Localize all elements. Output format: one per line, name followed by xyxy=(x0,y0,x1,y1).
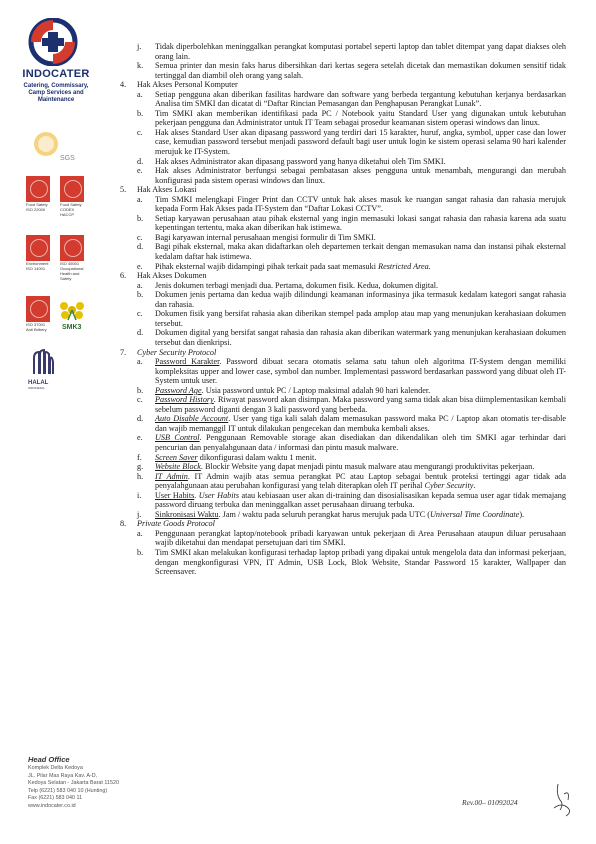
company-name: INDOCATER xyxy=(22,68,90,80)
list-item: b. Password Age. Usia password untuk PC / Laptop maksimal adalah 90 hari kalender. xyxy=(137,385,431,395)
company-tagline: Catering, Commissary, Camp Services and Maintenance xyxy=(23,83,89,103)
company-logo xyxy=(22,18,92,71)
signature-initials xyxy=(548,780,578,820)
list-item: c. Hak akses Standard User akan dipasang password yang terdiri dari 15 karakter, huruf, angka, symbol, upper case dan lower case, kemudian password tersebut menjadi password default bagi user untuk login ke sistem operasi selama 90 hari kalender merujuk ke IT-System. xyxy=(137,127,566,157)
head-office-block: Head Office Komplek Delta Kedoya JL. Pilar Mas Raya Kav. A-D, Kedoya Selatan - Jakarta Barat 11520 Telp (6221) 583 040 10 (Hunting) Fax (6221) 583 040 11 www.indocater.co.id xyxy=(28,755,178,811)
list-item: f. Screen Saver dikonfigurasi dalam waktu 1 menit. xyxy=(137,452,317,462)
list-item: c. Dokumen fisik yang bersifat rahasia akan diberikan stempel pada amplop atau map yang menunjukan kerahasiaan dokumen tersebut. xyxy=(137,309,566,328)
list-item: c. Bagi karyawan internal perusahaan mengisi formulir di Tim SMKI. xyxy=(137,232,376,242)
svg-text:SMK3: SMK3 xyxy=(62,324,82,330)
list-item: j. Tidak diperbolehkan meninggalkan perangkat komputasi portabel seperti laptop dan tablet ditempat yang dapat diakses oleh orang lain. xyxy=(137,42,566,61)
list-item: e. USB Control. Penggunaan Removable storage akan disediakan dan dikendalikan oleh tim SMKI agar terhindar dari pencurian dan penyalahgunaan data / informasi dan pintu masuk malware. xyxy=(137,433,566,452)
list-item: b. Tim SMKI akan memberikan identifikasi pada PC / Notebook yaitu Standard User yang digunakan untuk kebutuhan pekerjaan pengguna dan Administrator untuk IT Team sebagai prosedur keamanan sistem operasi windows dan linux. xyxy=(137,108,566,128)
document-body xyxy=(120,42,566,577)
revision-label: Rev.00– 01092024 xyxy=(462,798,518,807)
section-6-heading: 6. Hak Akses Dokumen xyxy=(120,271,207,281)
list-item: d. Auto Disable Account. User yang tiga kali salah dalam memasukan password maka PC / Laptop akan otomatis ter-disable dan wajib memanggil IT untuk dilakukan pengecekan dan membuka kembali akses. xyxy=(137,414,566,433)
sidebar xyxy=(0,0,110,844)
list-item: a. Penggunaan perangkat laptop/notebook pribadi karyawan untuk pekerjaan di Area Perusahaan ataupun diluar perusahaan wajib diketahui dan mendapat persetujuan dari tim SMKI. xyxy=(137,528,566,548)
list-item: b. Setiap karyawan perusahaan atau pihak eksternal yang ingin memasuki lokasi sangat rahasia dan rahasia karena ada suatu kepentingan tertentu, maka akan diberikan hak istimewa. xyxy=(137,213,566,233)
list-item: j. Sinkronisasi Waktu. Jam / waktu pada seluruh perangkat harus merujuk pada UTC (Universal Time Coordinate). xyxy=(137,509,525,519)
anti-bribery-iso37001-badge: ISO 37001 Anti Bribery xyxy=(26,296,50,332)
section-8-heading: 8. Private Goods Protocol xyxy=(120,519,215,529)
list-item: d. Dokumen digital yang bersifat sangat rahasia dan rahasia akan diberikan watermark yang menunjukan kerahasiaan dokumen tersebut dan dienkripsi. xyxy=(137,328,566,347)
section-4-heading: 4. Hak Akses Personal Komputer xyxy=(120,80,238,90)
list-item: h. IT Admin. IT Admin wajib atas semua perangkat PC atau Laptop sebagai bentuk proteksi tertinggi agar tidak ada penyalahgunaan atau perubahan konfigurasi yang telah diterapkan oleh IT perihal Cyber Security. xyxy=(137,471,566,491)
list-item: g. Website Block. Blockir Website yang dapat menjadi pintu masuk malware atau mengurangi produktivitas pekerjaan. xyxy=(137,462,535,472)
list-item: a. Jenis dokumen terbagi menjadi dua. Pertama, dokumen fisik. Kedua, dokumen digital. xyxy=(137,280,439,290)
food-safety-haccp-badge: Food Safety CODEX HACCP xyxy=(60,176,84,217)
smk3-logo xyxy=(56,298,88,331)
section-7-heading: 7. Cyber Security Protocol xyxy=(120,347,217,357)
list-item: a. Password Karakter. Password dibuat secara otomatis selama satu tahun oleh algoritma IT-System dengan memiliki kompleksitas upper and lower case, symbol dan number. Implementasi password berdasarkan password yang dibuat oleh IT-System untuk user. xyxy=(137,357,566,386)
list-item: a. Tim SMKI melengkapi Finger Print dan CCTV untuk hak akses masuk ke ruangan sangat rahasia dan rahasia merujuk kepada Form Hak Akses pada IT-System dan “Daftar Lokasi CCTV”. xyxy=(137,194,566,214)
list-item: b. Tim SMKI akan melakukan konfigurasi terhadap laptop pribadi yang dipakai untuk mengelola data dan informasi pekerjaan, dengan mengkonfigurasi VPN, IT Admin, USB Lock, Blok Website, Standar Password 15 karakter, Wallpaper dan Screensaver. xyxy=(137,547,566,577)
list-item: d. Bagi pihak eksternal, maka akan didaftarkan oleh departemen terkait dengan memasukan nama dan instansi pihak eksternal kedalam daftar hak istimewa. xyxy=(137,242,566,262)
section-5-heading: 5. Hak Akses Lokasi xyxy=(120,185,197,195)
list-item: d. Hak akses Administrator akan dipasang password yang hanya diketahui oleh Tim SMKI. xyxy=(137,156,446,166)
head-office-title: Head Office xyxy=(28,755,70,764)
food-safety-iso22000-badge: Food Safety ISO 22000 xyxy=(26,176,50,212)
list-item: i. User Habits. User Habits atau kebiasaan user akan di-training dan disosialisasikan kepada semua user agar tidak memajang password diruang terbuka dan meninggalkan asset perusahaan diruang terbuka. xyxy=(137,490,566,510)
list-item: b. Dokumen jenis pertama dan kedua wajib dilindungi keamanan informasinya jika termasuk kedalam kategori sangat rahasia dan rahasia. xyxy=(137,290,566,309)
list-item: e. Hak akses Administrator berfungsi sebagai pembatasan akses pengguna untuk menambah, mengurangi dan merubah konfigurasi pada sistem operasi windows dan linux. xyxy=(137,166,566,185)
halal-logo: HALAL INDONESIA xyxy=(28,348,58,391)
list-item: e. Pihak eksternal wajib didampingi pihak terkait pada saat memasuki Restricted Area. xyxy=(137,261,431,271)
environment-iso14001-badge: Environment ISO 14001 xyxy=(26,235,50,271)
sgs-cert-logo xyxy=(32,130,76,167)
list-item: k. Semua printer dan mesin faks harus dibersihkan dari kertas segera setelah dicetak dan memastikan dokumen sensitif tidak tertinggal dan diambil oleh orang yang salah. xyxy=(137,61,566,80)
list-item: a. Setiap pengguna akan diberikan fasilitas hardware dan software yang berbeda tergantung kebutuhan kerjanya berdasarkan Analisa tim SMKI dan dicatat di “Daftar Rincian Pemasangan dan Penghapusan Perangkat Lunak”. xyxy=(137,89,566,109)
ohs-iso45001-badge: ISO 45001 Occupational Health and Safety xyxy=(60,235,84,281)
svg-text:SGS: SGS xyxy=(60,155,75,162)
list-item: c. Password History. Riwayat password akan disimpan. Maka password yang sama tidak akan bisa diimplementasikan kembali sebelum password diganti dengan 3 kali password yang berbeda. xyxy=(137,395,567,414)
